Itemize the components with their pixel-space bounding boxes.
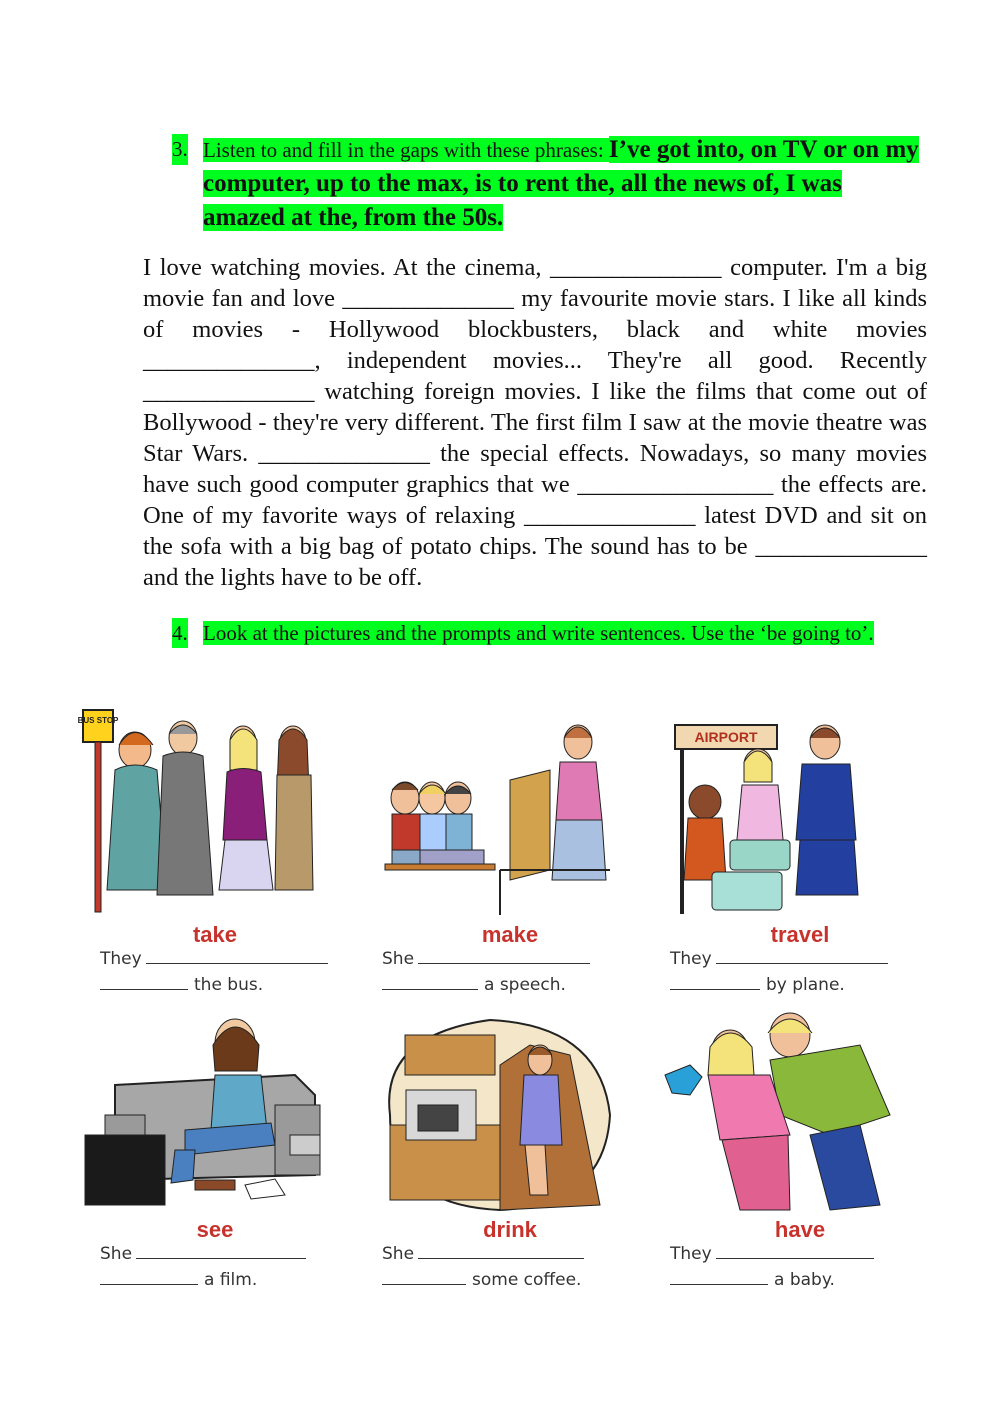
prompt-line-1 [382, 948, 596, 969]
answer-blank[interactable] [716, 1243, 874, 1259]
prompt-line-1 [382, 1243, 590, 1264]
couple-baby-illustration [660, 1005, 930, 1220]
prompt-line-1 [100, 1243, 312, 1264]
answer-blank[interactable] [136, 1243, 306, 1259]
prompt-subject: She [100, 1244, 133, 1264]
gap-fill-paragraph [143, 252, 927, 593]
verb-travel: travel [770, 922, 830, 947]
airport-illustration [660, 690, 930, 915]
verb-drink: drink [483, 1217, 537, 1242]
speech-illustration [370, 690, 640, 915]
prompt-subject: They [670, 949, 712, 969]
prompt-line-2 [100, 974, 263, 995]
prompt-subject: She [382, 1244, 415, 1264]
airport-sign-text: AIRPORT [694, 729, 758, 745]
answer-blank[interactable] [716, 948, 888, 964]
prompt-ending: a speech. [484, 975, 566, 995]
verb-take: take [192, 922, 238, 947]
prompt-line-1 [670, 1243, 880, 1264]
prompt-line-2 [100, 1269, 257, 1290]
answer-blank[interactable] [418, 948, 590, 964]
verb-make: make [481, 922, 539, 947]
answer-blank[interactable] [670, 974, 760, 990]
picture-cell-have [660, 1005, 940, 1305]
prompt-line-1 [100, 948, 334, 969]
answer-blank[interactable] [670, 1269, 768, 1285]
task-3-phrases: I’ve got into, on TV or on my computer, up to the max, is to rent the, all the news of, I was amazed at the, from the 50s. [203, 136, 919, 231]
verb-see: see [196, 1217, 234, 1242]
prompt-line-2 [382, 974, 566, 995]
paragraph-text: I love watching movies. At the cinema, ______________ computer. I'm a big movie fan and love ______________ my favourite movie stars. I like all kinds of movies - Hollywood blockbusters, black and white movies ______________, independent movies... They're all good. Recently ______________ watching foreign movies. I like the films that come out of Bollywood - they're very different. The first film I saw at the movie theatre was Star Wars. ______________ the special effects. Nowadays, so many movies have such good computer graphics that we ________________ the effects are. One of my favorite ways of relaxing ______________ latest DVD and sit on the sofa with a big bag of potato chips. The sound has to be ______________ and the lights have to be off. [143, 254, 927, 591]
picture-cell-drink [370, 1005, 650, 1305]
bus-stop-sign-text: BUS STOP [77, 716, 119, 725]
answer-blank[interactable] [100, 1269, 198, 1285]
prompt-ending: the bus. [194, 975, 264, 995]
prompt-ending: by plane. [766, 975, 845, 995]
prompt-subject: They [100, 949, 142, 969]
picture-grid [70, 690, 930, 1310]
sofa-tv-illustration [75, 1005, 345, 1220]
verb-have: have [774, 1217, 826, 1242]
prompt-line-2 [382, 1269, 581, 1290]
task-3 [172, 134, 920, 236]
prompt-ending: a baby. [774, 1270, 835, 1290]
prompt-line-2 [670, 974, 845, 995]
prompt-line-2 [670, 1269, 835, 1290]
prompt-subject: They [670, 1244, 712, 1264]
task-4-number: 4. [172, 618, 188, 648]
task-4 [172, 618, 920, 648]
picture-cell-see [75, 1005, 355, 1305]
answer-blank[interactable] [418, 1243, 584, 1259]
task-4-instruction: Look at the pictures and the prompts and write sentences. Use the ‘be going to’. [203, 621, 874, 645]
picture-cell-make [370, 690, 650, 995]
picture-cell-travel [660, 690, 940, 995]
prompt-line-1 [670, 948, 894, 969]
bus-stop-illustration [75, 690, 345, 915]
picture-cell-take [75, 690, 355, 995]
prompt-subject: She [382, 949, 415, 969]
answer-blank[interactable] [100, 974, 188, 990]
prompt-ending: some coffee. [472, 1270, 582, 1290]
coffee-illustration [370, 1005, 640, 1220]
answer-blank[interactable] [146, 948, 328, 964]
prompt-ending: a film. [204, 1270, 258, 1290]
task-3-instruction: Listen to and fill in the gaps with these phrases: [203, 138, 609, 162]
answer-blank[interactable] [382, 974, 478, 990]
answer-blank[interactable] [382, 1269, 466, 1285]
task-3-number: 3. [172, 134, 188, 165]
